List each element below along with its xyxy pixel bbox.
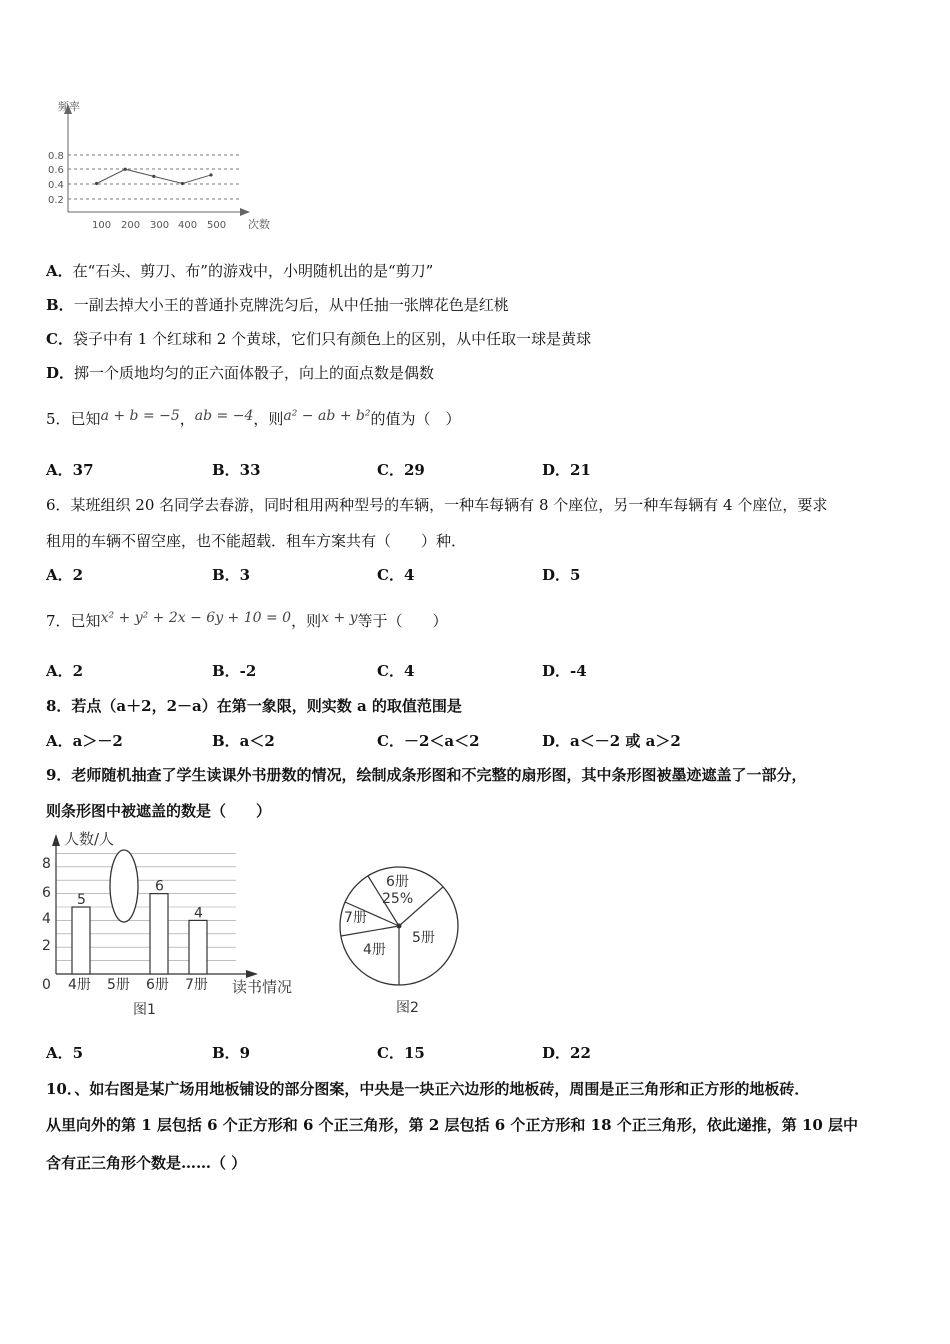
q4-option-d xyxy=(46,363,434,383)
q6-option-a: A．2 xyxy=(46,566,84,584)
bar-y-axis-title: 人数/人 xyxy=(64,830,115,848)
x-tick-label: 300 xyxy=(150,220,170,231)
option-text: 掷一个质地均匀的正六面体骰子，向上的面点数是偶数 xyxy=(74,364,435,382)
y-axis-title: 频率 xyxy=(58,100,80,113)
bar-category-label: 4册 xyxy=(68,977,91,993)
bar-y-tick: 2 xyxy=(42,938,51,954)
q5-formula-3: a² − ab + b² xyxy=(283,408,371,424)
q5-option-d: D．21 xyxy=(542,461,591,479)
q6-stem-line-2: 租用的车辆不留空座，也不能超载．租车方案共有（ ）种． xyxy=(46,532,467,550)
bar-x-axis-arrow xyxy=(246,970,258,978)
q7-pre: 已知 xyxy=(70,612,101,630)
q9-option-c: C．15 xyxy=(377,1044,425,1062)
y-tick-label: 0.8 xyxy=(48,151,64,162)
frequency-point xyxy=(181,182,184,185)
question-number: 5． xyxy=(46,410,71,428)
figure-1-caption: 图1 xyxy=(133,1002,156,1018)
q9-stem-line-1: 9．老师随机抽查了学生读课外书册数的情况，绘制成条形图和不完整的扇形图，其中条形图被墨迹遮盖了一部分， xyxy=(46,766,807,784)
x-axis-arrow xyxy=(240,208,250,216)
q5-option-a: A．37 xyxy=(46,461,94,479)
question-number: 7． xyxy=(46,612,71,630)
q7-option-c: C．4 xyxy=(377,662,415,680)
q8-option-b: B．a＜2 xyxy=(212,732,275,750)
figure-2-caption: 图2 xyxy=(396,1000,419,1016)
bar-value-label: 5 xyxy=(77,892,86,908)
q7-option-b: B．-2 xyxy=(212,662,257,680)
x-axis-title: 次数 xyxy=(248,218,270,231)
bar-y-tick: 4 xyxy=(42,911,51,927)
q7-post: 等于（ ） xyxy=(357,612,448,630)
pie-center-dot xyxy=(397,924,402,929)
option-letter: B． xyxy=(46,296,74,314)
q7-option-a: A．2 xyxy=(46,662,84,680)
option-letter: A． xyxy=(46,262,73,280)
y-tick-label: 0.2 xyxy=(48,195,64,206)
x-tick-label: 400 xyxy=(178,220,198,231)
q9-option-d: D．22 xyxy=(542,1044,591,1062)
q9-option-b: B．9 xyxy=(212,1044,251,1062)
q10-stem-line-3: 含有正三角形个数是……（ ） xyxy=(46,1154,247,1172)
q4-option-b xyxy=(46,295,509,315)
frequency-point xyxy=(124,168,127,171)
bar-y-axis-arrow xyxy=(52,834,60,846)
q10-stem-line-2: 从里向外的第 1 层包括 6 个正方形和 6 个正三角形，第 2 层包括 6 个正方形和 18 个正三角形，依此递推，第 10 层中 xyxy=(46,1116,859,1134)
q6-option-c: C．4 xyxy=(377,566,415,584)
bar-7册 xyxy=(189,920,207,974)
q6-option-b: B．3 xyxy=(212,566,251,584)
option-letter: D． xyxy=(46,364,75,382)
frequency-point xyxy=(209,173,212,176)
q5-option-b: B．33 xyxy=(212,461,261,479)
bar-category-label: 5册 xyxy=(107,977,130,993)
pie-label-4: 4册 xyxy=(363,942,386,958)
q8-option-c: C．－2＜a＜2 xyxy=(377,732,480,750)
ink-blot-ellipse xyxy=(110,850,138,922)
option-text: 在“石头、剪刀、布”的游戏中，小明随机出的是“剪刀” xyxy=(72,262,434,280)
pie-label-5: 5册 xyxy=(412,930,435,946)
bar-y-tick: 6 xyxy=(42,885,51,901)
bar-y-tick: 8 xyxy=(42,856,51,872)
q4-option-a xyxy=(46,261,433,281)
x-tick-label: 100 xyxy=(92,220,112,231)
q6-stem-line-1: 6．某班组织 20 名同学去春游，同时租用两种型号的车辆，一种车每辆有 8 个座位，另一种车每辆有 4 个座位，要求 xyxy=(46,496,828,514)
pie-label-7: 7册 xyxy=(344,910,367,926)
q5-mid: ，则 xyxy=(253,410,284,428)
option-text: 一副去掉大小王的普通扑克牌洗匀后，从中任抽一张牌花色是红桃 xyxy=(73,296,509,314)
bar-category-label: 6册 xyxy=(146,977,169,993)
q5-formula-1: a + b = −5 xyxy=(100,408,180,424)
q5-sep: ， xyxy=(179,410,195,428)
q7-stem xyxy=(46,611,448,632)
q9-stem-line-2: 则条形图中被遮盖的数是（ ） xyxy=(46,802,272,820)
x-tick-label: 200 xyxy=(121,220,141,231)
option-text: 袋子中有 1 个红球和 2 个黄球，它们只有颜色上的区别，从中任取一球是黄球 xyxy=(72,330,592,348)
bar-x-axis-title: 读书情况 xyxy=(232,978,293,996)
q7-formula-1: x² + y² + 2x − 6y + 10 = 0 xyxy=(100,610,292,626)
q4-option-c xyxy=(46,329,591,349)
q10-stem-line-1: 10．、如右图是某广场用地板铺设的部分图案，中央是一块正六边形的地板砖，周围是正三角形和正方形的地板砖． xyxy=(46,1080,810,1098)
q8-stem: 8．若点（a＋2，2－a）在第一象限，则实数 a 的取值范围是 xyxy=(46,697,462,715)
q7-formula-2: x + y xyxy=(321,610,358,626)
frequency-point xyxy=(152,175,155,178)
q5-formula-2: ab = −4 xyxy=(194,408,254,424)
y-tick-label: 0.4 xyxy=(48,180,64,191)
bar-category-label: 7册 xyxy=(185,977,208,993)
bar-6册 xyxy=(150,894,168,974)
q5-pre: 已知 xyxy=(70,410,101,428)
bar-value-label: 6 xyxy=(155,878,164,895)
frequency-line-chart xyxy=(40,96,290,236)
pie-label-6: 6册 xyxy=(386,874,409,890)
bar-4册 xyxy=(72,907,90,974)
q7-option-d: D．-4 xyxy=(542,662,587,680)
bar-value-label: 4 xyxy=(194,905,203,922)
q6-option-d: D．5 xyxy=(542,566,581,584)
q5-stem xyxy=(46,409,461,430)
q9-option-a: A．5 xyxy=(46,1044,84,1062)
q5-option-c: C．29 xyxy=(377,461,425,479)
reading-bar-chart xyxy=(40,826,310,1026)
frequency-point xyxy=(95,182,98,185)
q8-option-d: D．a＜－2 或 a＞2 xyxy=(542,732,681,750)
reading-pie-chart xyxy=(330,852,470,1022)
q7-mid: ，则 xyxy=(291,612,322,630)
y-tick-label: 0.6 xyxy=(48,165,64,176)
pie-label-25pct: 25% xyxy=(382,891,414,907)
x-tick-label: 500 xyxy=(207,220,227,231)
q8-option-a: A．a＞－2 xyxy=(46,732,123,750)
bar-y-tick: 0 xyxy=(42,977,51,993)
option-letter: C． xyxy=(46,330,73,348)
q5-post: 的值为（ ） xyxy=(370,410,461,428)
